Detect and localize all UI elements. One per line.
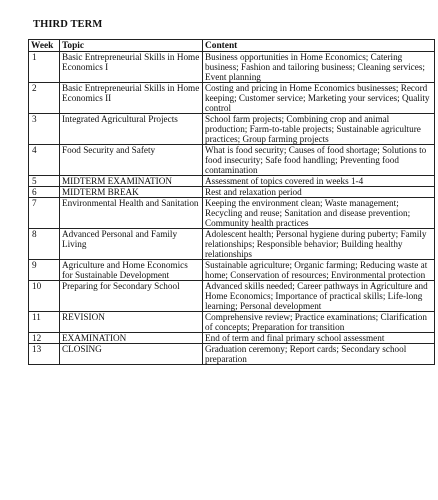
topic-cell: MIDTERM BREAK — [60, 187, 203, 198]
table-row — [29, 114, 435, 145]
week-cell: 9 — [29, 260, 60, 281]
week-cell: 2 — [29, 83, 60, 114]
content-cell: Comprehensive review; Practice examinations; Clarification of concepts; Preparation for transition — [203, 312, 435, 333]
topic-cell: Preparing for Secondary School — [60, 281, 203, 312]
table-row — [29, 281, 435, 312]
topic-cell: MIDTERM EXAMINATION — [60, 176, 203, 187]
content-cell: Adolescent health; Personal hygiene during puberty; Family relationships; Responsible behavior; Building healthy relationships — [203, 229, 435, 260]
content-cell: What is food security; Causes of food shortage; Solutions to food insecurity; Safe food handling; Preventing food contamination — [203, 145, 435, 176]
week-cell: 12 — [29, 333, 60, 344]
table-row — [29, 333, 435, 344]
week-cell: 3 — [29, 114, 60, 145]
scheme-of-work-table — [28, 39, 435, 365]
topic-cell: Basic Entrepreneurial Skills in Home Economics II — [60, 83, 203, 114]
header-week: Week — [29, 40, 60, 52]
content-cell: Rest and relaxation period — [203, 187, 435, 198]
week-cell: 1 — [29, 52, 60, 83]
topic-cell: CLOSING — [60, 344, 203, 365]
content-cell: End of term and final primary school assessment — [203, 333, 435, 344]
header-content: Content — [203, 40, 435, 52]
topic-cell: Basic Entrepreneurial Skills in Home Economics I — [60, 52, 203, 83]
topic-cell: EXAMINATION — [60, 333, 203, 344]
topic-cell: Advanced Personal and Family Living — [60, 229, 203, 260]
topic-cell: REVISION — [60, 312, 203, 333]
topic-cell: Integrated Agricultural Projects — [60, 114, 203, 145]
table-row — [29, 260, 435, 281]
table-row — [29, 83, 435, 114]
week-cell: 4 — [29, 145, 60, 176]
section-title: THIRD TERM — [33, 19, 103, 30]
table-row — [29, 176, 435, 187]
table-row — [29, 187, 435, 198]
content-cell: Graduation ceremony; Report cards; Secondary school preparation — [203, 344, 435, 365]
topic-cell: Agriculture and Home Economics for Sustainable Development — [60, 260, 203, 281]
week-cell: 5 — [29, 176, 60, 187]
topic-cell: Food Security and Safety — [60, 145, 203, 176]
content-cell: Advanced skills needed; Career pathways in Agriculture and Home Economics; Importance of practical skills; Life-long learning; Personal development — [203, 281, 435, 312]
week-cell: 11 — [29, 312, 60, 333]
header-topic: Topic — [60, 40, 203, 52]
table-row — [29, 198, 435, 229]
content-cell: Costing and pricing in Home Economics businesses; Record keeping; Customer service; Marketing your services; Quality control — [203, 83, 435, 114]
content-cell: Keeping the environment clean; Waste management; Recycling and reuse; Sanitation and disease prevention; Community health practices — [203, 198, 435, 229]
table-row — [29, 344, 435, 365]
content-cell: Sustainable agriculture; Organic farming; Reducing waste at home; Conservation of resources; Environmental protection — [203, 260, 435, 281]
week-cell: 7 — [29, 198, 60, 229]
table-row — [29, 229, 435, 260]
week-cell: 13 — [29, 344, 60, 365]
table-row — [29, 145, 435, 176]
topic-cell: Environmental Health and Sanitation — [60, 198, 203, 229]
week-cell: 8 — [29, 229, 60, 260]
content-cell: Business opportunities in Home Economics; Catering business; Fashion and tailoring business; Cleaning services; Event planning — [203, 52, 435, 83]
week-cell: 6 — [29, 187, 60, 198]
week-cell: 10 — [29, 281, 60, 312]
table-row — [29, 312, 435, 333]
content-cell: Assessment of topics covered in weeks 1-4 — [203, 176, 435, 187]
table-header-row — [29, 40, 435, 52]
content-cell: School farm projects; Combining crop and animal production; Farm-to-table projects; Sustainable agriculture practices; Group farming projects — [203, 114, 435, 145]
table-row — [29, 52, 435, 83]
